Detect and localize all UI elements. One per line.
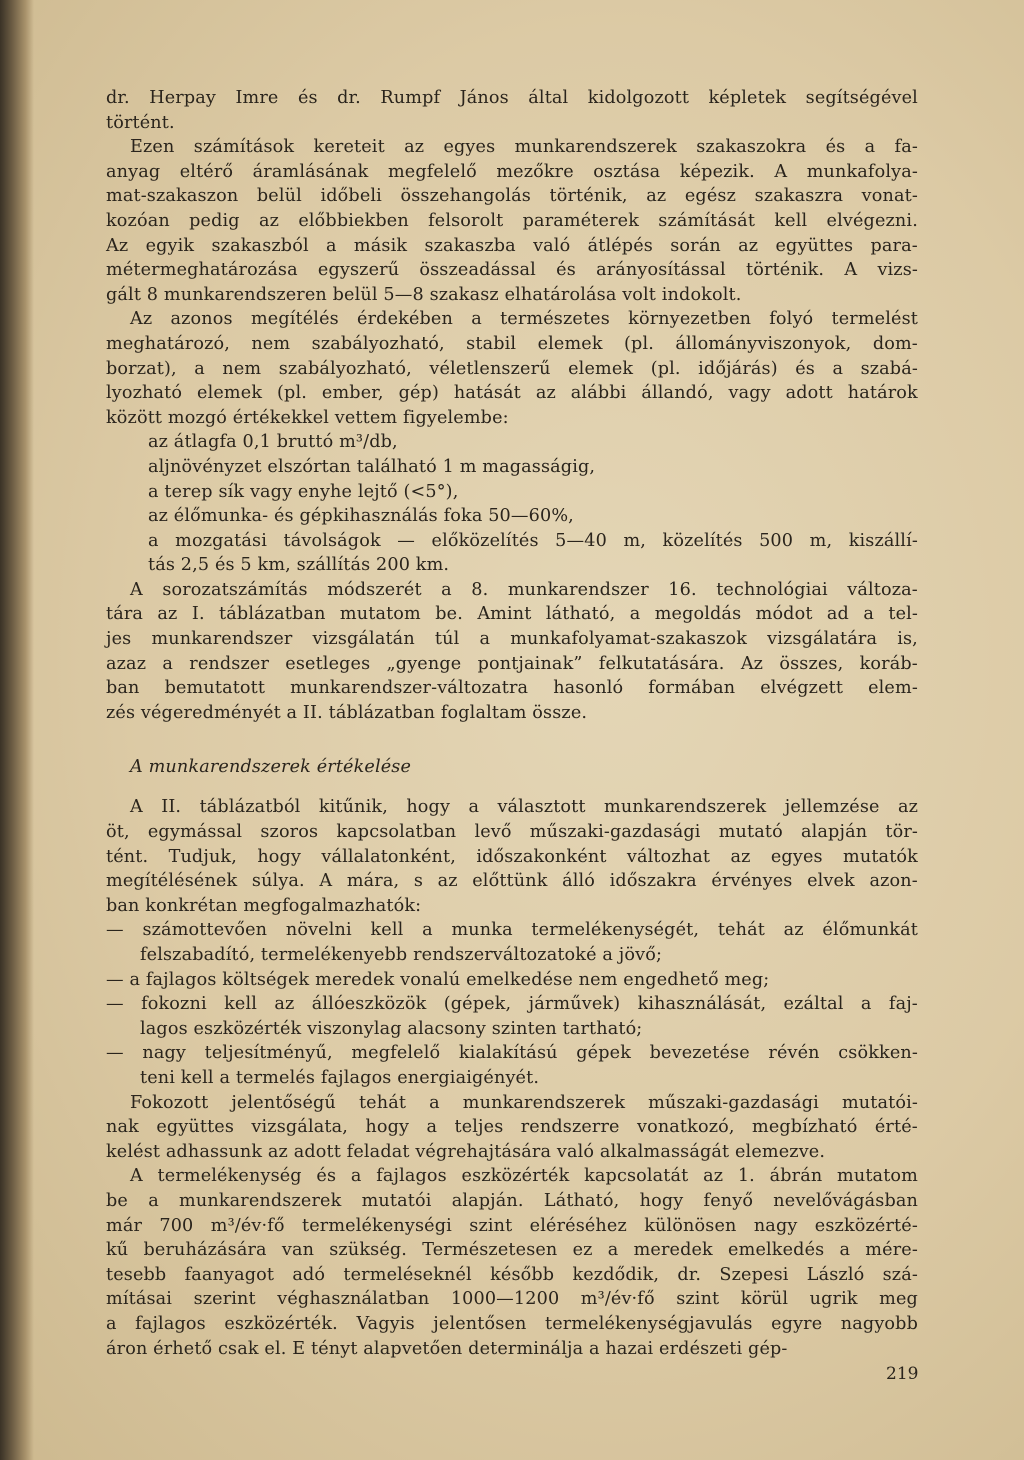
text-line: öt, egymással szoros kapcsolatban levő műszaki-gazdasági mutató alapján tör- <box>106 822 918 843</box>
page-number: 219 <box>886 1364 919 1384</box>
text-line: tesebb faanyagot adó termeléseknél később kezdődik, dr. Szepesi László szá- <box>106 1264 918 1285</box>
text-line: az élőmunka- és gépkihasználás foka 50—60%, <box>148 506 574 527</box>
text-line: a fajlagos eszközérték. Vagyis jelentősen termelékenységjavulás egyre nagyobb <box>106 1313 918 1334</box>
text-line: A sorozatszámítás módszerét a 8. munkarendszer 16. technológiai változa- <box>130 579 918 600</box>
text-line: métermeghatározása egyszerű összeadással és arányosítással történik. A vizs- <box>106 260 918 281</box>
dash-list <box>106 918 918 1090</box>
text-line: borzat), a nem szabályozható, véletlenszerű elemek (pl. időjárás) és a szabá- <box>106 358 918 379</box>
section-heading: A munkarendszerek értékelése <box>130 757 412 778</box>
text-line: — számottevően növelni kell a munka termelékenységét, tehát az élőmunkát <box>106 920 918 941</box>
text-line: történt. <box>106 112 175 133</box>
text-line: lagos eszközérték viszonylag alacsony szinten tartható; <box>140 1018 643 1039</box>
text-line: — a fajlagos költségek meredek vonalú emelkedése nem engedhető meg; <box>106 969 770 990</box>
paragraph <box>106 578 918 726</box>
text-line: kozóan pedig az előbbiekben felsorolt paraméterek számítását kell elvégezni. <box>106 210 918 231</box>
text-line: zés végeredményét a II. táblázatban foglaltam össze. <box>106 702 588 723</box>
paragraph <box>106 86 918 135</box>
text-line: mat-szakaszon belül időbeli összehangolás történik, az egész szakaszra vonat- <box>106 186 918 207</box>
text-line: — nagy teljesítményű, megfelelő kialakítású gépek bevezetése révén csökken- <box>106 1043 918 1064</box>
text-line: kű beruházására van szükség. Természetesen ez a meredek emelkedés a mére- <box>106 1240 918 1261</box>
paragraph <box>106 795 918 918</box>
text-line: lyozható elemek (pl. ember, gép) hatását az alábbi állandó, vagy adott határok <box>106 383 918 404</box>
text-line: megítélésének súlya. A mára, s az előttünk álló időszakra érvényes elvek azon- <box>106 871 918 892</box>
parameter-list <box>106 430 918 578</box>
text-line: dr. Herpay Imre és dr. Rumpf János által kidolgozott képletek segítségével <box>106 88 918 108</box>
text-line: tás 2,5 és 5 km, szállítás 200 km. <box>148 555 450 576</box>
text-line: a mozgatási távolságok — előközelítés 5—40 m, közelítés 500 m, kiszállí- <box>148 530 918 551</box>
text-line: A II. táblázatból kitűnik, hogy a választott munkarendszerek jellemzése az <box>130 797 918 818</box>
text-line: ban konkrétan megfogalmazhatók: <box>106 895 422 916</box>
text-line: tént. Tudjuk, hogy vállalatonként, időszakonként változhat az egyes mutatók <box>106 846 918 867</box>
text-line: tára az I. táblázatban mutatom be. Amint látható, a megoldás módot ad a tel- <box>106 604 918 625</box>
text-line: között mozgó értékekkel vettem figyelembe: <box>106 407 509 428</box>
text-line: azaz a rendszer esetleges „gyenge pontjainak” felkutatására. Az összes, koráb- <box>106 653 918 674</box>
text-line: meghatározó, nem szabályozható, stabil elemek (pl. állományviszonyok, dom- <box>106 333 918 354</box>
text-line: ban bemutatott munkarendszer-változatra hasonló formában elvégzett elem- <box>106 678 918 699</box>
text-line: Az azonos megítélés érdekében a természetes környezetben folyó termelést <box>130 309 918 330</box>
paragraph <box>106 1091 918 1165</box>
text-line: kelést adhassunk az adott feladat végrehajtására való alkalmasságát elemezve. <box>106 1141 826 1162</box>
text-line: áron érhető csak el. E tényt alapvetően determinálja a hazai erdészeti gép- <box>106 1338 788 1359</box>
text-line: teni kell a termelés fajlagos energiaigényét. <box>140 1067 540 1088</box>
text-line: jes munkarendszer vizsgálatán túl a munkafolyamat-szakaszok vizsgálatára is, <box>106 629 918 650</box>
book-binding-shadow <box>0 0 34 1460</box>
heading-gap <box>106 781 918 795</box>
text-line: be a munkarendszerek mutatói alapján. Látható, hogy fenyő nevelővágásban <box>106 1190 918 1211</box>
paragraph <box>106 1164 918 1361</box>
section-gap <box>106 725 918 755</box>
text-line: gált 8 munkarendszeren belül 5—8 szakasz elhatárolása volt indokolt. <box>106 284 742 305</box>
text-line: — fokozni kell az állóeszközök (gépek, járművek) kihasználását, ezáltal a faj- <box>106 994 918 1015</box>
text-line: aljnövényzet elszórtan található 1 m magasságig, <box>148 456 596 477</box>
page-body <box>106 86 918 1361</box>
text-line: Ezen számítások kereteit az egyes munkarendszerek szakaszokra és a fa- <box>130 137 918 158</box>
text-line: az átlagfa 0,1 bruttó m³/db, <box>148 432 398 453</box>
text-line: felszabadító, termelékenyebb rendszerváltozatoké a jövő; <box>140 945 663 965</box>
paragraph <box>106 135 918 307</box>
text-line: a terep sík vagy enyhe lejtő (<5°), <box>148 481 459 502</box>
text-line: mításai szerint véghasználatban 1000—1200 m³/év·fő szint körül ugrik meg <box>106 1289 918 1310</box>
text-line: Fokozott jelentőségű tehát a munkarendszerek műszaki-gazdasági mutatói- <box>130 1092 918 1113</box>
paragraph <box>106 307 918 430</box>
text-line: már 700 m³/év·fő termelékenységi szint eléréséhez különösen nagy eszközérté- <box>106 1215 918 1236</box>
text-line: A termelékenység és a fajlagos eszközérték kapcsolatát az 1. ábrán mutatom <box>130 1166 918 1187</box>
text-line: nak együttes vizsgálata, hogy a teljes rendszerre vonatkozó, megbízható érté- <box>106 1117 918 1138</box>
text-line: Az egyik szakaszból a másik szakaszba való átlépés során az együttes para- <box>106 235 918 256</box>
text-line: anyag eltérő áramlásának megfelelő mezőkre osztása képezik. A munkafolya- <box>106 161 918 182</box>
